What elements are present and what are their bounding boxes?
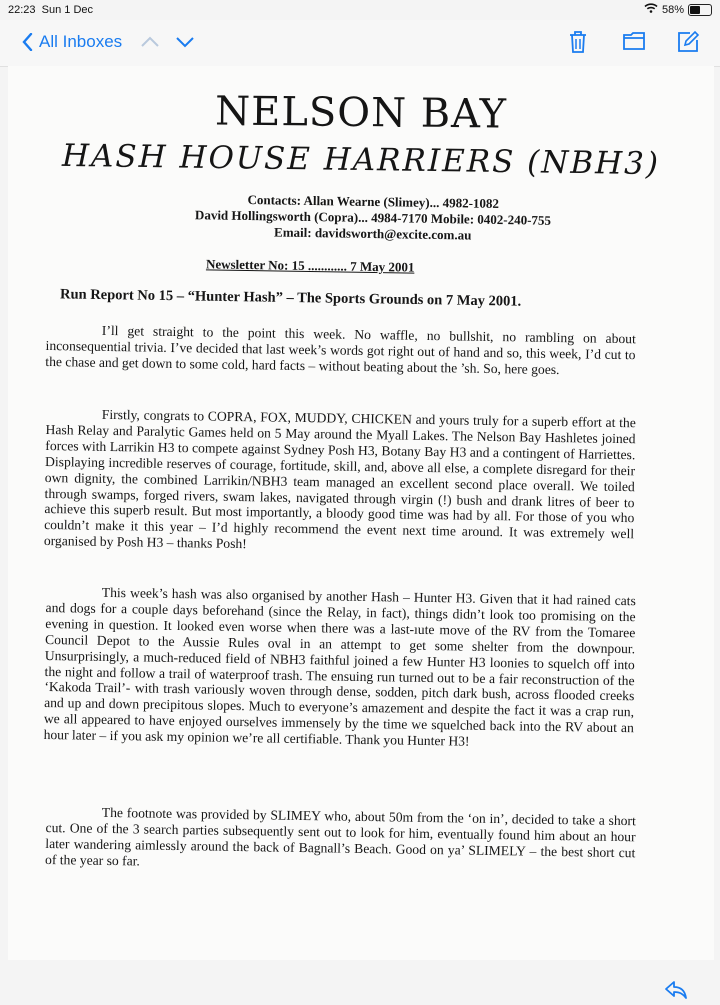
back-label: All Inboxes	[39, 32, 123, 51]
compose-button[interactable]	[676, 30, 700, 59]
reply-icon	[664, 980, 688, 1000]
wifi-icon	[644, 3, 658, 16]
contacts-block	[138, 190, 609, 245]
run-report-heading: Run Report No 15 – “Hunter Hash” – The Sports Grounds on 7 May 2001.	[59, 286, 522, 310]
chevron-up-icon	[140, 36, 160, 48]
status-right	[644, 3, 712, 16]
contacts-line-3: Email: davidsworth@excite.com.au	[273, 224, 472, 243]
newsletter-number: Newsletter No: 15 ............ 7 May 2001	[205, 256, 415, 275]
move-to-folder-button[interactable]	[622, 30, 646, 57]
next-message-button[interactable]	[175, 32, 195, 53]
paragraph-4: The footnote was provided by SLIMEY who, about 50m from the ‘on in’, decided to take a short cut. One of the 3 search parties subsequently sent out to look for him, eventually found him about an hour later wandering aimlessly around the back of Bagnall’s Beach. Good on ya’ SLIMELY – the best short cut of the year so far.	[45, 804, 636, 869]
trash-icon	[568, 30, 588, 54]
paragraph-1: I’ll get straight to the point this week. No waffle, no bullshit, no rambling on about inconsequential trivia. I’ve decided that last week’s words got right out of hand and so, this week, I’d cut to the chase and get down to some cold, hard facts – without beating about the ’sh. So, here goes.	[45, 322, 636, 377]
paragraph-2: Firstly, congrats to COPRA, FOX, MUDDY, CHICKEN and yours truly for a superb effort at the Hash Relay and Paralytic Games held on 5 May around the Myall Lakes. The Nelson Bay Hashletes joined forces with Larrikin H3 to compete against Sydney Posh H3, Botany Bay H3 and a contingent of Harriettes. Displaying incredible reserves of courage, fortitude, skill, and, above all else, a complete disregard for their own dignity, the combined Larrikin/NBH3 team managed an excellent second place overall. We toiled through swamps, forged rivers, swam lakes, navigated through virgin (!) bush and drank litres of beer to achieve this superb result. But most importantly, a bloody good time was had by all. For those of you who couldn’t make it this year – I’d highly recommend the event next time around. It was extremely well organised by Posh H3 – thanks Posh!	[43, 406, 636, 552]
contacts-line-1: Contacts: Allan Wearne (Slimey)... 4982-1082	[247, 192, 500, 211]
folder-icon	[622, 30, 646, 52]
status-bar	[0, 0, 720, 20]
mail-toolbar	[0, 20, 720, 67]
trash-button[interactable]	[568, 30, 588, 59]
status-time: 22:23 Sun 1 Dec	[8, 4, 94, 16]
back-button[interactable]	[22, 32, 122, 52]
document-subtitle: HASH HOUSE HARRIERS (NBH3)	[61, 137, 661, 183]
newsletter-document	[8, 66, 714, 960]
email-attachment-image	[8, 66, 714, 960]
paragraph-3: This week’s hash was also organised by another Hash – Hunter H3. Given that it had rained cats and dogs for a couple days beforehand (since the Relay, in fact), things didn’t look too promising on the evening in question. It looked even worse when there was a last-ıute move of the RV from the Tomaree Council Depot to the Aussie Rules oval in an attempt to get some shelter from the downpour. Unsurprisingly, a much-reduced field of NBH3 faithful joined a few Hunter H3 loonies to squelch off into the night and follow a trail of waterproof trash. The ensuing run turned out to be a fair reconstruction of the ‘Kakoda Trail’- with trash variously woven through dense, sodden, pitch dark bush, across flooded creeks and up and down precipitous slopes. Much to everyone’s amazement and despite the fact it was a crap run, we all appeared to have enjoyed ourselves immensely by the time we squelched back into the RV about an hour later – if you ask my opinion we’re all certifiable. Thank you Hunter H3!	[43, 584, 636, 749]
previous-message-button[interactable]	[140, 32, 160, 53]
compose-icon	[676, 30, 700, 54]
reply-button[interactable]	[664, 980, 688, 1005]
chevron-left-icon	[22, 33, 33, 51]
battery-percent: 58%	[661, 3, 684, 16]
contacts-line-2: David Hollingsworth (Copra)... 4984-7170 Mobile: 0402-240-755	[194, 207, 552, 228]
battery-icon	[688, 4, 712, 16]
chevron-down-icon	[175, 36, 195, 48]
document-title: NELSON BAY	[214, 88, 508, 138]
